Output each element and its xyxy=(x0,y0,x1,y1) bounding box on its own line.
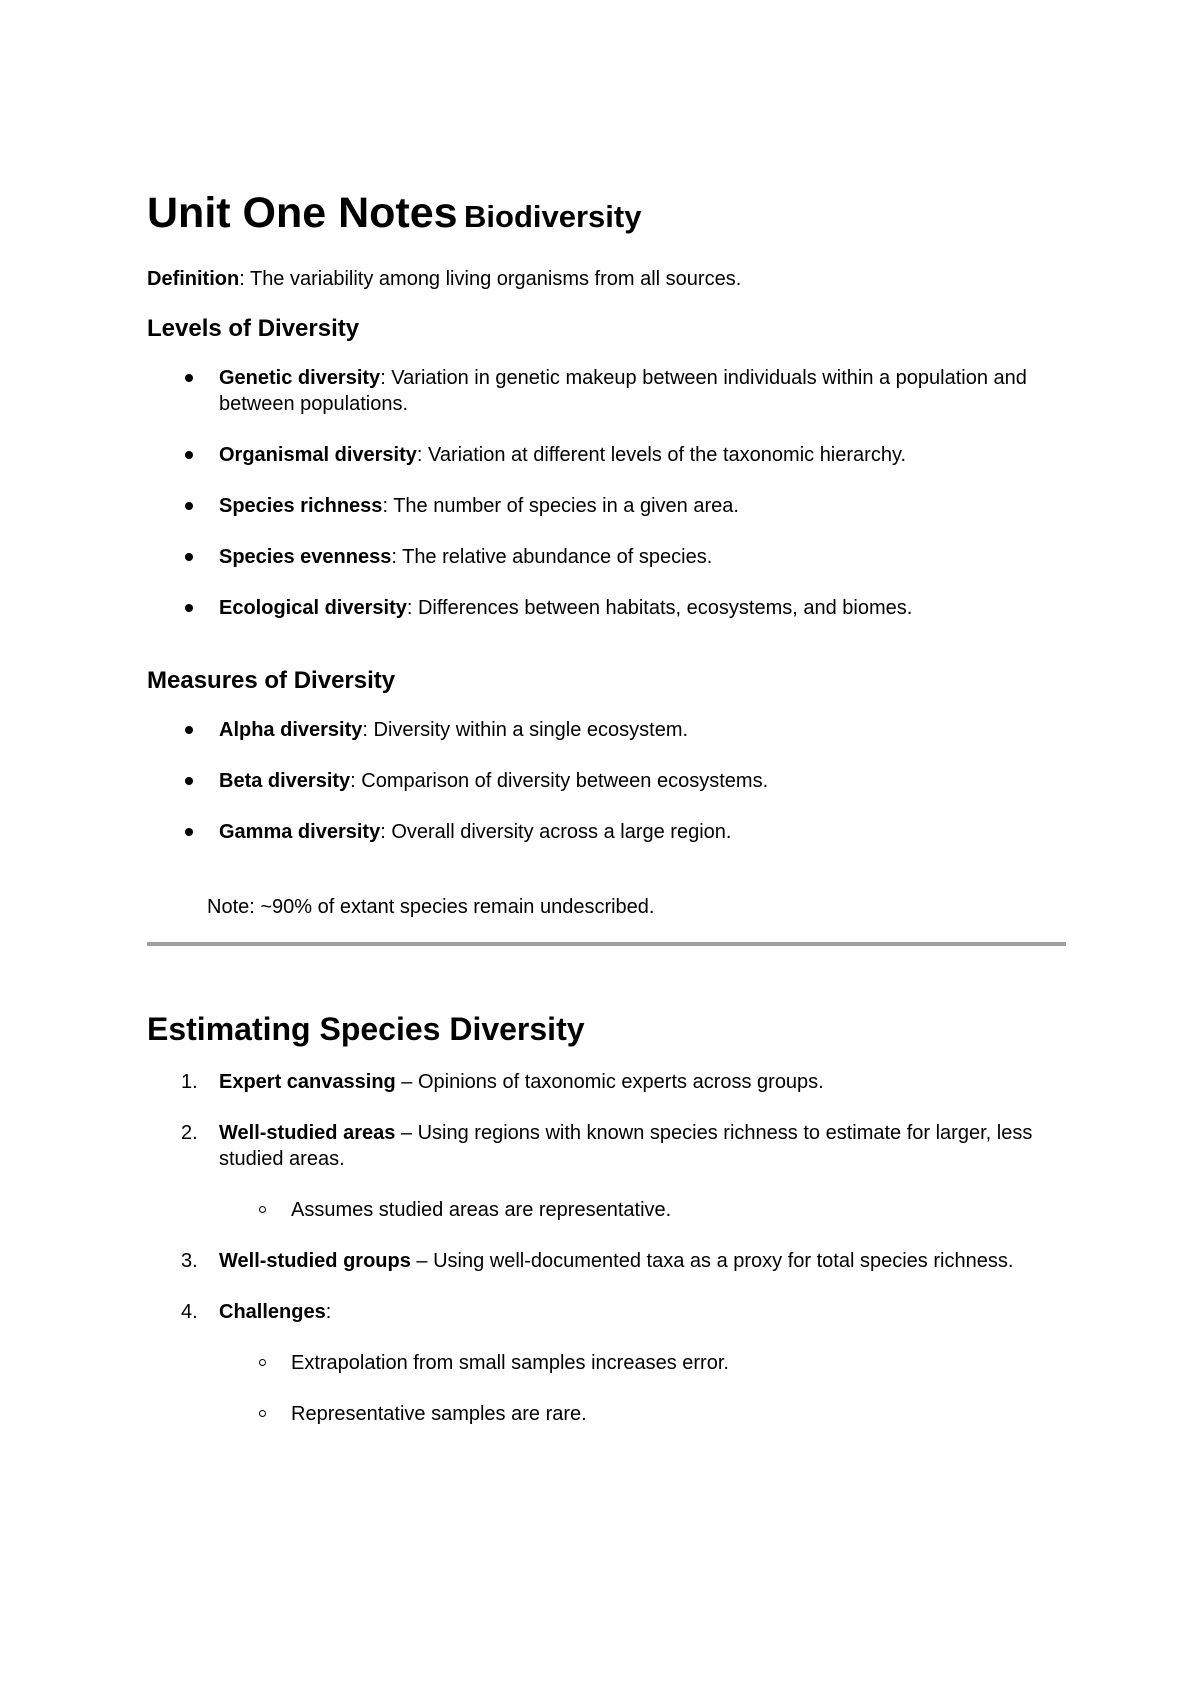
definition-label: Definition xyxy=(147,268,240,290)
page-title xyxy=(147,189,1067,237)
item-term: Well-studied areas xyxy=(219,1121,396,1144)
title-main: Unit One Notes xyxy=(147,189,458,237)
sub-item-text: Extrapolation from small samples increases error. xyxy=(291,1351,729,1374)
circle-bullet-icon xyxy=(259,1359,266,1366)
bullet-icon xyxy=(185,502,193,510)
item-term: Alpha diversity xyxy=(219,718,363,741)
item-term: Organismal diversity xyxy=(219,443,417,466)
sub-list-item xyxy=(219,1197,1067,1223)
bullet-icon xyxy=(185,604,193,612)
list-item xyxy=(147,768,1067,794)
item-term: Expert canvassing xyxy=(219,1070,396,1093)
numbered-item xyxy=(147,1299,1067,1427)
bullet-icon xyxy=(185,726,193,734)
item-text: – Using regions with known species richness to estimate for larger, less studied areas. xyxy=(219,1121,1033,1170)
item-text: : Differences between habitats, ecosystems, and biomes. xyxy=(406,596,913,619)
sub-list xyxy=(219,1197,1067,1223)
item-text: : Comparison of diversity between ecosystems. xyxy=(350,769,769,792)
estimating-list xyxy=(147,1069,1067,1427)
sub-list-item xyxy=(219,1401,1067,1427)
numbered-item xyxy=(147,1248,1067,1274)
item-number: 2. xyxy=(181,1121,198,1144)
measures-list xyxy=(147,717,1067,845)
title-subtitle: Biodiversity xyxy=(464,199,642,234)
item-text: : xyxy=(325,1300,332,1323)
numbered-item xyxy=(147,1120,1067,1223)
item-term: Species richness xyxy=(219,494,383,517)
item-number: 3. xyxy=(181,1249,198,1272)
sub-item-text: Assumes studied areas are representative. xyxy=(291,1198,672,1221)
list-item xyxy=(147,365,1067,417)
sub-item-text: Representative samples are rare. xyxy=(291,1402,587,1425)
item-term: Well-studied groups xyxy=(219,1249,411,1272)
list-item xyxy=(147,717,1067,743)
item-term: Ecological diversity xyxy=(219,596,407,619)
item-text: – Using well-documented taxa as a proxy for total species richness. xyxy=(410,1249,1014,1272)
sub-list-item xyxy=(219,1350,1067,1376)
list-item xyxy=(147,493,1067,519)
bullet-icon xyxy=(185,828,193,836)
definition-text: : The variability among living organisms from all sources. xyxy=(239,268,742,290)
bullet-icon xyxy=(185,777,193,785)
item-text: : The number of species in a given area. xyxy=(382,494,739,517)
item-term: Beta diversity xyxy=(219,769,351,792)
definition-paragraph xyxy=(147,267,1067,291)
item-text: : Diversity within a single ecosystem. xyxy=(362,718,689,741)
sub-list xyxy=(219,1350,1067,1427)
item-term: Species evenness xyxy=(219,545,392,568)
list-item xyxy=(147,544,1067,570)
horizontal-divider xyxy=(147,942,1066,946)
item-text: – Opinions of taxonomic experts across groups. xyxy=(395,1070,824,1093)
item-number: 4. xyxy=(181,1300,198,1323)
circle-bullet-icon xyxy=(259,1410,266,1417)
bullet-icon xyxy=(185,553,193,561)
circle-bullet-icon xyxy=(259,1206,266,1213)
list-item xyxy=(147,595,1067,621)
item-term: Gamma diversity xyxy=(219,820,381,843)
item-text: : Variation at different levels of the taxonomic hierarchy. xyxy=(416,443,907,466)
estimating-heading: Estimating Species Diversity xyxy=(147,1010,585,1047)
list-item xyxy=(147,442,1067,468)
document-page xyxy=(147,189,1067,1452)
levels-heading: Levels of Diversity xyxy=(147,315,360,342)
item-term: Challenges xyxy=(219,1300,326,1323)
bullet-icon xyxy=(185,451,193,459)
levels-list xyxy=(147,365,1067,621)
numbered-item xyxy=(147,1069,1067,1095)
item-text: : Overall diversity across a large region. xyxy=(380,820,732,843)
note-text: Note: ~90% of extant species remain undescribed. xyxy=(207,895,655,918)
bullet-icon xyxy=(185,374,193,382)
item-text: : Variation in genetic makeup between individuals within a population and between populations. xyxy=(219,366,1027,415)
measures-heading: Measures of Diversity xyxy=(147,666,396,694)
list-item xyxy=(147,819,1067,845)
item-text: : The relative abundance of species. xyxy=(391,545,713,568)
item-number: 1. xyxy=(181,1070,198,1093)
item-term: Genetic diversity xyxy=(219,366,381,389)
